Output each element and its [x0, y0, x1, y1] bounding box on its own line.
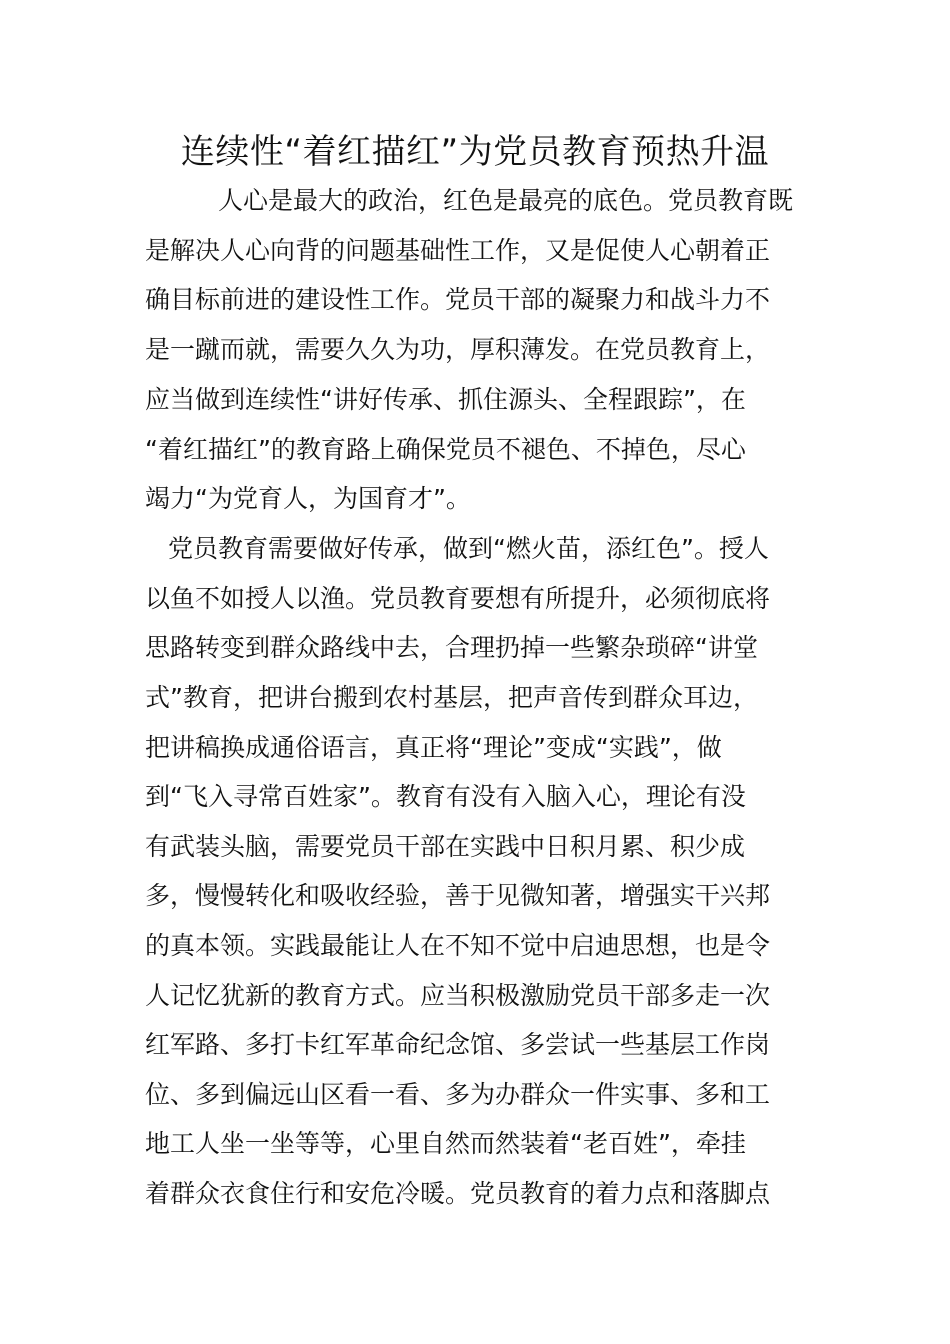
paragraph-2-line-5: 把讲稿换成通俗语言，真正将“理论”变成“实践”，做 — [145, 733, 722, 762]
paragraph-2-line-14: 着群众衣食住行和安危冷暖。党员教育的着力点和落脚点 — [145, 1179, 771, 1208]
paragraph-2-line-6: 到“飞入寻常百姓家”。教育有没有入脑入心，理论有没 — [145, 782, 746, 811]
paragraph-2-line-2: 以鱼不如授人以渔。党员教育要想有所提升，必须彻底将 — [145, 584, 771, 613]
paragraph-2-line-7: 有武装头脑，需要党员干部在实践中日积月累、积少成 — [145, 832, 746, 861]
paragraph-1-line-7: 竭力“为党育人，为国育才”。 — [145, 484, 471, 513]
paragraph-2-line-8: 多，慢慢转化和吸收经验，善于见微知著，增强实干兴邦 — [145, 881, 771, 910]
paragraph-1-line-5: 应当做到连续性“讲好传承、抓住源头、全程跟踪”，在 — [145, 385, 746, 414]
paragraph-2-line-9: 的真本领。实践最能让人在不知不觉中启迪思想，也是令 — [145, 931, 771, 960]
paragraph-2-line-3: 思路转变到群众路线中去，合理扔掉一些繁杂琐碎“讲堂 — [145, 633, 758, 662]
paragraph-2-line-4: 式”教育，把讲台搬到农村基层，把声音传到群众耳边， — [145, 683, 758, 712]
paragraph-2-line-10: 人记忆犹新的教育方式。应当积极激励党员干部多走一次 — [145, 981, 771, 1010]
document-title: 连续性“着红描红”为党员教育预热升温 — [180, 132, 770, 172]
paragraph-1-line-1: 人心是最大的政治，红色是最亮的底色。党员教育既 — [218, 186, 794, 215]
paragraph-2-line-11: 红军路、多打卡红军革命纪念馆、多尝试一些基层工作岗 — [145, 1030, 771, 1059]
paragraph-1-line-4: 是一蹴而就，需要久久为功，厚积薄发。在党员教育上， — [145, 335, 771, 364]
paragraph-2-line-13: 地工人坐一坐等等，心里自然而然装着“老百姓”，牵挂 — [145, 1129, 746, 1158]
paragraph-2-line-12: 位、多到偏远山区看一看、多为办群众一件实事、多和工 — [145, 1080, 771, 1109]
paragraph-1-line-2: 是解决人心向背的问题基础性工作，又是促使人心朝着正 — [145, 236, 771, 265]
paragraph-1-line-3: 确目标前进的建设性工作。党员干部的凝聚力和战斗力不 — [145, 285, 771, 314]
paragraph-1-line-6: “着红描红”的教育路上确保党员不褪色、不掉色，尽心 — [145, 435, 746, 464]
paragraph-2-line-1: 党员教育需要做好传承，做到“燃火苗，添红色”。授人 — [168, 534, 769, 563]
